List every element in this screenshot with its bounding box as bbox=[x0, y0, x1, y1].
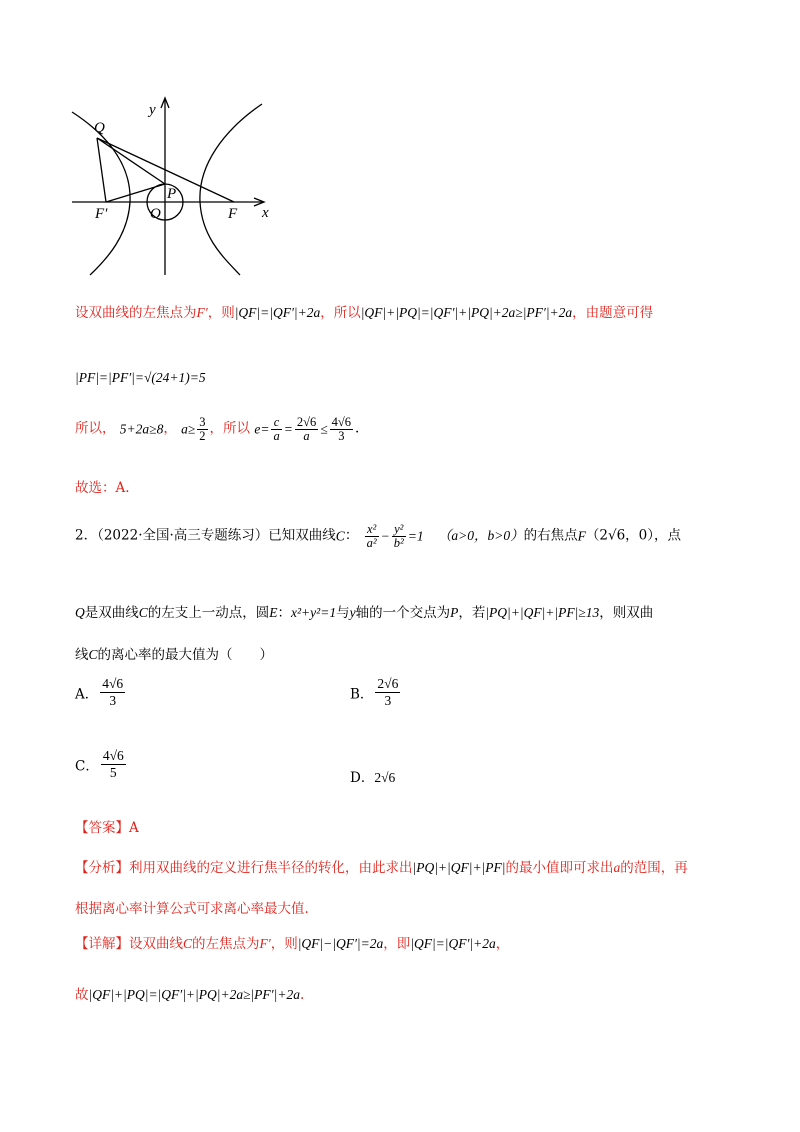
text: （2√6，0），点 bbox=[585, 527, 682, 544]
denominator: b² bbox=[393, 535, 404, 550]
q2-line2 bbox=[75, 606, 653, 621]
text: ， bbox=[495, 936, 510, 952]
detail-line2 bbox=[75, 988, 304, 1003]
text: 是双曲线 bbox=[84, 605, 139, 621]
text: 所以， bbox=[75, 420, 116, 437]
label-F: F bbox=[228, 206, 238, 222]
detail-tag: 【详解】 bbox=[75, 936, 129, 952]
fraction bbox=[101, 748, 126, 781]
math: |QF|−|QF′|=2a bbox=[297, 936, 384, 951]
label-x: x bbox=[262, 205, 269, 221]
math: |QF|=|QF′|+2a bbox=[410, 936, 496, 951]
math: F′ bbox=[196, 305, 208, 320]
text: 利用双曲线的定义进行焦半径的转化，由此求出 bbox=[129, 860, 413, 876]
denominator: 3 bbox=[384, 693, 392, 708]
text: 的离心率的最大值为（ ） bbox=[97, 647, 274, 663]
sol1-line2 bbox=[75, 371, 206, 386]
option-d[interactable] bbox=[350, 766, 395, 786]
numerator: c bbox=[271, 416, 281, 430]
math: |PF|=|PF′|=√(24+1)=5 bbox=[75, 370, 206, 385]
text: ： bbox=[277, 605, 292, 621]
fraction bbox=[392, 523, 406, 549]
denominator: a bbox=[273, 428, 280, 443]
denominator: 3 bbox=[338, 428, 345, 443]
option-b[interactable] bbox=[350, 676, 402, 709]
sol1-line3 bbox=[75, 416, 359, 442]
hyperbola-right-branch bbox=[200, 104, 262, 275]
text: 的左焦点为 bbox=[192, 936, 260, 952]
unit-circle bbox=[147, 184, 183, 220]
numerator: y² bbox=[392, 523, 406, 537]
question-source: （2022·全国·高三专题练习）已知双曲线 bbox=[97, 527, 336, 544]
math: |QF|=|QF′|+2a bbox=[234, 305, 321, 320]
fraction bbox=[365, 523, 379, 549]
math: C bbox=[335, 528, 345, 544]
fraction bbox=[375, 676, 400, 709]
math: = bbox=[283, 421, 293, 437]
question-number: 2． bbox=[75, 527, 98, 544]
text: 设双曲线的左焦点为 bbox=[75, 305, 197, 321]
math: e= bbox=[254, 421, 270, 437]
sol1-line1 bbox=[75, 306, 653, 321]
detail-line1 bbox=[75, 937, 509, 952]
option-label: B． bbox=[350, 686, 374, 703]
hyperbola-left-branch bbox=[72, 112, 130, 275]
label-y: y bbox=[149, 102, 156, 118]
text: ，所以 bbox=[320, 305, 361, 321]
math: a bbox=[613, 860, 621, 875]
text: 与 bbox=[336, 605, 350, 621]
label-Fp: F′ bbox=[95, 206, 108, 222]
denominator: a bbox=[303, 428, 310, 443]
text: ，由题意可得 bbox=[572, 305, 654, 321]
denominator: 3 bbox=[109, 693, 117, 708]
label-P: P bbox=[167, 186, 177, 202]
label-Q: Q bbox=[94, 120, 105, 136]
q2-line3 bbox=[75, 648, 273, 663]
numerator: 3 bbox=[199, 415, 206, 429]
denominator: a² bbox=[366, 535, 377, 550]
math: C bbox=[138, 605, 148, 620]
text: . bbox=[299, 987, 305, 1003]
math: 5+2a≥8 bbox=[119, 421, 164, 437]
numerator: 4√6 bbox=[102, 748, 124, 763]
fraction bbox=[271, 416, 281, 442]
text: ， bbox=[163, 420, 177, 437]
text: ，则 bbox=[270, 936, 298, 952]
text: 的左支上一动点，圆 bbox=[147, 605, 270, 621]
option-a[interactable] bbox=[75, 676, 127, 709]
math: |QF|+|PQ|=|QF′|+|PQ|+2a≥|PF′|+2a bbox=[360, 305, 573, 320]
denominator: 2 bbox=[199, 428, 206, 443]
option-label: C． bbox=[75, 758, 99, 775]
fraction bbox=[295, 416, 318, 442]
answer-tag: 【答案】 bbox=[75, 820, 129, 836]
numerator: x² bbox=[365, 523, 379, 537]
math: |QF|+|PQ|=|QF′|+|PQ|+2a≥|PF′|+2a bbox=[88, 987, 300, 1002]
numerator: 2√6 bbox=[296, 415, 317, 429]
option-label: D． bbox=[350, 770, 375, 786]
denominator: 5 bbox=[109, 765, 117, 780]
text: ，若 bbox=[458, 605, 486, 621]
fraction bbox=[100, 676, 125, 709]
text: 的右焦点 bbox=[523, 527, 578, 544]
analysis-line2: 根据离心率计算公式可求离心率最大值. bbox=[75, 901, 309, 917]
segment-FpP bbox=[106, 184, 165, 202]
math: （a>0，b>0） bbox=[437, 528, 524, 544]
text: 设双曲线 bbox=[129, 936, 183, 952]
math: a≥ bbox=[181, 421, 196, 437]
math: =1 bbox=[407, 528, 424, 544]
segment-QFp bbox=[97, 138, 106, 202]
math: P bbox=[450, 605, 459, 620]
numerator: 4√6 bbox=[331, 415, 351, 429]
option-label: A． bbox=[75, 686, 99, 703]
math: F′ bbox=[259, 936, 271, 951]
answer-line bbox=[75, 822, 139, 836]
text: ，所以 bbox=[209, 420, 251, 437]
text: 的范围，再 bbox=[620, 860, 688, 876]
text: 的最小值即可求出 bbox=[505, 860, 614, 876]
q2-line1 bbox=[75, 523, 681, 549]
math: − bbox=[380, 528, 390, 544]
y-axis-arrow bbox=[161, 98, 169, 108]
math: Q bbox=[75, 605, 85, 620]
text: ，则 bbox=[207, 305, 235, 321]
segment-QF bbox=[97, 138, 234, 202]
answer-choice-line: 故选：A. bbox=[75, 480, 130, 496]
math: C bbox=[183, 936, 193, 951]
numerator: 2√6 bbox=[377, 676, 399, 691]
math: y bbox=[349, 605, 356, 620]
analysis-line1 bbox=[75, 861, 688, 876]
math: x²+y²=1 bbox=[291, 605, 337, 620]
text: . bbox=[355, 420, 360, 437]
analysis-tag: 【分析】 bbox=[75, 860, 129, 876]
math: F bbox=[577, 528, 586, 544]
math: E bbox=[269, 605, 278, 620]
option-c[interactable] bbox=[75, 748, 128, 781]
fraction bbox=[330, 416, 353, 442]
text: ： bbox=[344, 527, 359, 544]
text: 轴的一个交点为 bbox=[355, 605, 451, 621]
text: 故 bbox=[75, 987, 89, 1003]
fraction bbox=[197, 416, 207, 442]
segment-QP bbox=[97, 138, 165, 184]
answer-value: A bbox=[129, 820, 139, 836]
text: 线 bbox=[75, 647, 89, 663]
math: |PQ|+|QF|+|PF| bbox=[412, 860, 506, 875]
x-axis-arrow bbox=[254, 198, 264, 206]
option-value: 2√6 bbox=[374, 770, 396, 785]
text: ，则双曲 bbox=[599, 605, 654, 621]
numerator: 4√6 bbox=[102, 676, 124, 691]
label-O: O bbox=[150, 206, 161, 222]
math: C bbox=[88, 647, 98, 662]
text: ，即 bbox=[383, 936, 411, 952]
math: |PQ|+|QF|+|PF|≥13 bbox=[485, 605, 600, 620]
math: ≤ bbox=[320, 421, 328, 437]
